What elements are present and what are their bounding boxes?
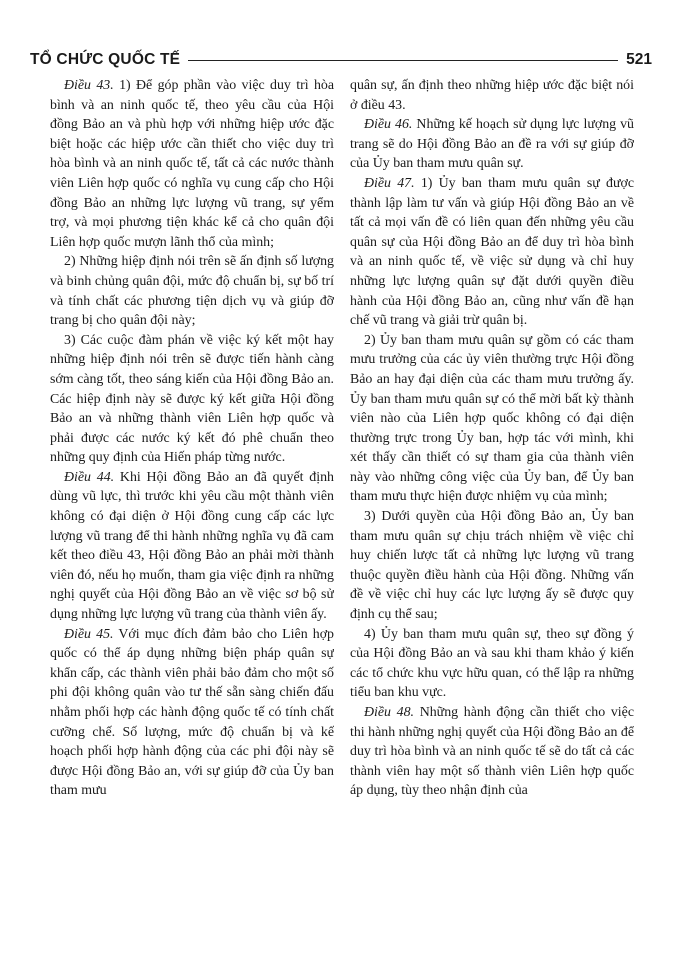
article-label: Điều 48. <box>364 705 415 720</box>
paragraph <box>350 507 634 625</box>
paragraph <box>50 625 334 801</box>
paragraph <box>50 76 334 252</box>
paragraph-continuation <box>350 76 634 115</box>
paragraph-text: 1) Ủy ban tham mưu quân sự được thành lập làm tư vấn và giúp Hội đồng Bảo an về tất cả mọi vấn đề có liên quan đến những yêu cầu quân sự của Hội đồng Bảo an để duy trì hòa bình và an ninh quốc tế, về việc sử dụng và chỉ huy những lực lượng quân sự đặt dưới quyền điều hành của Hội đồng Bảo an, cũng như vấn đề hạn chế vũ trang và giải trừ quân bị. <box>350 175 634 329</box>
paragraph-text: Những hành động cần thiết cho việc thi hành những nghị quyết của Hội đồng Bảo an để duy trì hòa bình và an ninh quốc tế sẽ do tất cả các thành viên hay một số thành viên Liên hợp quốc áp dụng, tùy theo nhận định của <box>350 705 634 799</box>
paragraph <box>50 252 334 330</box>
paragraph-text: 1) Để góp phần vào việc duy trì hòa bình và an ninh quốc tế, theo yêu cầu của Hội đồng Bảo an và phù hợp với những hiệp ước đặc biệt hoặc các hiệp ước cần thiết cho việc duy trì hòa bình và an ninh quốc tế, tất cả các nước thành viên Liên hợp quốc có nghĩa vụ cung cấp cho Hội đồng Bảo an những lực lượng vũ trang, sự yểm trợ, và mọi phương tiện khác kể cả cho quân đội Liên hợp quốc mượn lãnh thổ của mình; <box>50 78 334 250</box>
paragraph <box>350 174 634 331</box>
right-column <box>350 76 634 946</box>
header-rule <box>188 60 618 61</box>
page-number: 521 <box>626 51 652 68</box>
paragraph-text: 2) Ủy ban tham mưu quân sự gồm có các tham mưu trưởng của các ủy viên thường trực Hội đồng Bảo an hay đại diện của các tham mưu trưởng ấy. Ủy ban tham mưu quân sự có thể mời bất kỳ thành viên nào của Liên hợp quốc không có đại diện thường trực trong Ủy ban, hợp tác với mình, khi xét thấy cần thiết có sự tham gia của thành viên này vào những công việc của Ủy ban, để Ủy ban tham mưu thực hiện được nhiệm vụ của mình; <box>350 332 634 505</box>
paragraph-text: 2) Những hiệp định nói trên sẽ ấn định số lượng và binh chủng quân đội, mức độ chuẩn bị, sự bố trí và tính chất các phương tiện dịch vụ và giúp đỡ trang bị cho quân đội này; <box>50 254 334 329</box>
paragraph-text: Những kế hoạch sử dụng lực lượng vũ trang sẽ do Hội đồng Bảo an đề ra với sự giúp đỡ của Ủy ban tham mưu quân sự. <box>350 117 634 172</box>
article-label: Điều 45. <box>64 626 114 642</box>
paragraph <box>50 331 334 468</box>
article-label: Điều 43. <box>64 78 114 93</box>
paragraph-text: Với mục đích đảm bảo cho Liên hợp quốc có thể áp dụng những biện pháp quân sự khẩn cấp, các thành viên phải bảo đảm cho một số phi đội không quân vào tư thế sẵn sàng chiến đấu nhằm phối hợp các hành động quốc tế có tính chất cưỡng chế. Số lượng, mức độ chuẩn bị và kế hoạch phối hợp hành động của các phi đội này sẽ được Hội đồng Bảo an, với sự giúp đỡ của Ủy ban tham mưu <box>50 626 334 799</box>
paragraph-text: 4) Ủy ban tham mưu quân sự, theo sự đồng ý của Hội đồng Bảo an và sau khi tham khảo ý kiến các tổ chức khu vực hữu quan, có thể lập ra những tiểu ban khu vực. <box>350 626 634 701</box>
left-column <box>50 76 334 946</box>
paragraph <box>350 115 634 174</box>
paragraph-text: quân sự, ấn định theo những hiệp ước đặc biệt nói ở điều 43. <box>350 78 634 113</box>
paragraph-text: 3) Các cuộc đàm phán về việc ký kết một hay những hiệp định nói trên sẽ được tiến hành càng sớm càng tốt, theo sáng kiến của Hội đồng Bảo an. Các hiệp định này sẽ được ký kết giữa Hội đồng Bảo an và những thành viên Liên hợp quốc và phải được các nước ký kết đó phê chuẩn theo những quy định của Hiến pháp từng nước. <box>50 332 334 466</box>
paragraph-text: Khi Hội đồng Bảo an đã quyết định dùng vũ lực, thì trước khi yêu cầu một thành viên không có đại diện ở Hội đồng cung cấp các lực lượng vũ trang để thi hành những nghĩa vụ đã cam kết theo điều 43, Hội đồng Bảo an phải mời thành viên đó, nếu họ muốn, tham gia việc định ra những nghị quyết của Hội đồng Bảo an về việc sơ bộ sử dụng những lực lượng vũ trang của thành viên ấy. <box>50 469 334 623</box>
paragraph-text: 3) Dưới quyền của Hội đồng Bảo an, Ủy ban tham mưu quân sự chịu trách nhiệm về việc chỉ huy chiến lược tất cả những lực lượng vũ trang thuộc quyền điều hành của Hội đồng. Những vấn đề về việc chỉ huy các lực lượng ấy sẽ được quy định cụ thể sau; <box>350 509 634 623</box>
paragraph <box>350 703 634 801</box>
running-header <box>30 48 652 72</box>
article-label: Điều 44. <box>64 469 115 485</box>
paragraph <box>50 468 334 625</box>
paragraph <box>350 625 634 703</box>
article-label: Điều 47. <box>364 175 415 191</box>
running-title: TỔ CHỨC QUỐC TẾ <box>30 51 181 68</box>
article-label: Điều 46. <box>364 117 413 133</box>
paragraph <box>350 331 634 507</box>
